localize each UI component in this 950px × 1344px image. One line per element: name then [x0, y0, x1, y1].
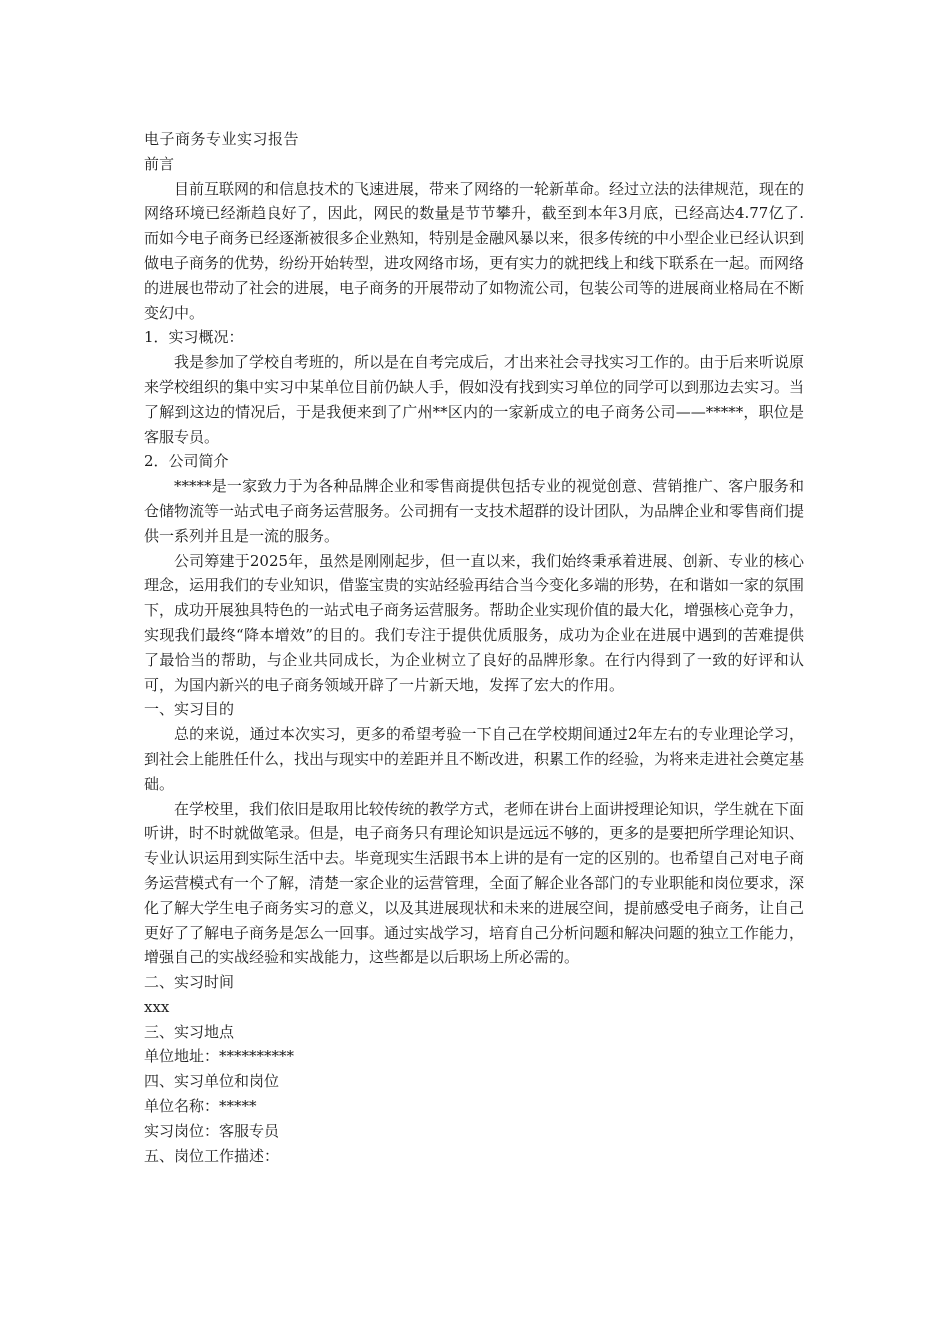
document-title: 电子商务专业实习报告	[144, 130, 300, 148]
section-time-heading: 二、实习时间	[144, 973, 235, 992]
section-job-heading: 五、岗位工作描述：	[144, 1146, 280, 1165]
section-unit-post: 实习岗位：客服专员	[144, 1121, 280, 1140]
section-unit-name: 单位名称：*****	[144, 1097, 257, 1116]
section-company-paragraph-1: *****是一家致力于为各种品牌企业和零售商提供包括专业的视觉创意、营销推广、客户服务和仓储物流等一站式电子商务运营服务。公司拥有一支技术超群的设计团队，为品牌企业和零售商们提供一系列并且是一流的服务。	[144, 477, 805, 545]
section-purpose-heading: 一、实习目的	[144, 700, 235, 719]
preface-paragraph: 目前互联网的和信息技术的飞速进展，带来了网络的一轮新革命。经过立法的法律规范，现在的网络环境已经渐趋良好了，因此，网民的数量是节节攀升，截至到本年3月底，已经高达4.77亿了.而如今电子商务已经逐渐被很多企业熟知，特别是金融风暴以来，很多传统的中小型企业已经认识到做电子商务的优势，纷纷开始转型，进攻网络市场，更有实力的就把线上和线下联系在一起。而网络的进展也带动了社会的进展，电子商务的开展带动了如物流公司，包装公司等的进展商业格局在不断变幻中。	[144, 179, 805, 322]
section-place-value: 单位地址：**********	[144, 1047, 295, 1066]
section-place-heading: 三、实习地点	[144, 1022, 235, 1041]
section-unit-heading: 四、实习单位和岗位	[144, 1072, 280, 1091]
document-body	[144, 127, 804, 1168]
preface-heading: 前言	[144, 154, 175, 173]
section-company-paragraph-2: 公司筹建于2025年，虽然是刚刚起步，但一直以来，我们始终秉承着进展、创新、专业的核心理念，运用我们的专业知识，借鉴宝贵的实站经验再结合当今变化多端的形势，在和谐如一家的氛围下，成功开展独具特色的一站式电子商务运营服务。帮助企业实现价值的最大化，增强核心竞争力，实现我们最终“降本增效”的目的。我们专注于提供优质服务，成功为企业在进展中遇到的苦难提供了最恰当的帮助，与企业共同成长，为企业树立了良好的品牌形象。在行内得到了一致的好评和认可，为国内新兴的电子商务领域开辟了一片新天地，发挥了宏大的作用。	[144, 551, 805, 694]
section-purpose-paragraph-1: 总的来说，通过本次实习，更多的希望考验一下自己在学校期间通过2年左右的专业理论学习，到社会上能胜任什么，找出与现实中的差距并且不断改进，积累工作的经验，为将来走进社会奠定基础。	[144, 725, 805, 793]
section-overview-heading: 1．实习概况：	[144, 328, 244, 347]
section-purpose-paragraph-2: 在学校里，我们依旧是取用比较传统的教学方式，老师在讲台上面讲授理论知识，学生就在下面听讲，时不时就做笔录。但是，电子商务只有理论知识是远远不够的，更多的是要把所学理论知识、专业认识运用到实际生活中去。毕竟现实生活跟书本上讲的是有一定的区别的。也希望自己对电子商务运营模式有一个了解，清楚一家企业的运营管理，全面了解企业各部门的专业职能和岗位要求，深化了解大学生电子商务实习的意义，以及其进展现状和未来的进展空间，提前感受电子商务，让自己更好了了解电子商务是怎么一回事。通过实战学习，培育自己分析问题和解决问题的独立工作能力，增强自己的实战经验和实战能力，这些都是以后职场上所必需的。	[144, 799, 805, 967]
section-time-value: xxx	[144, 997, 170, 1016]
section-overview-paragraph: 我是参加了学校自考班的，所以是在自考完成后，才出来社会寻找实习工作的。由于后来听说原来学校组织的集中实习中某单位目前仍缺人手，假如没有找到实习单位的同学可以到那边去实习。当了解到这边的情况后，于是我便来到了广州**区内的一家新成立的电子商务公司——*****，职位是客服专员。	[144, 353, 805, 446]
section-company-heading: 2．公司简介	[144, 452, 229, 471]
